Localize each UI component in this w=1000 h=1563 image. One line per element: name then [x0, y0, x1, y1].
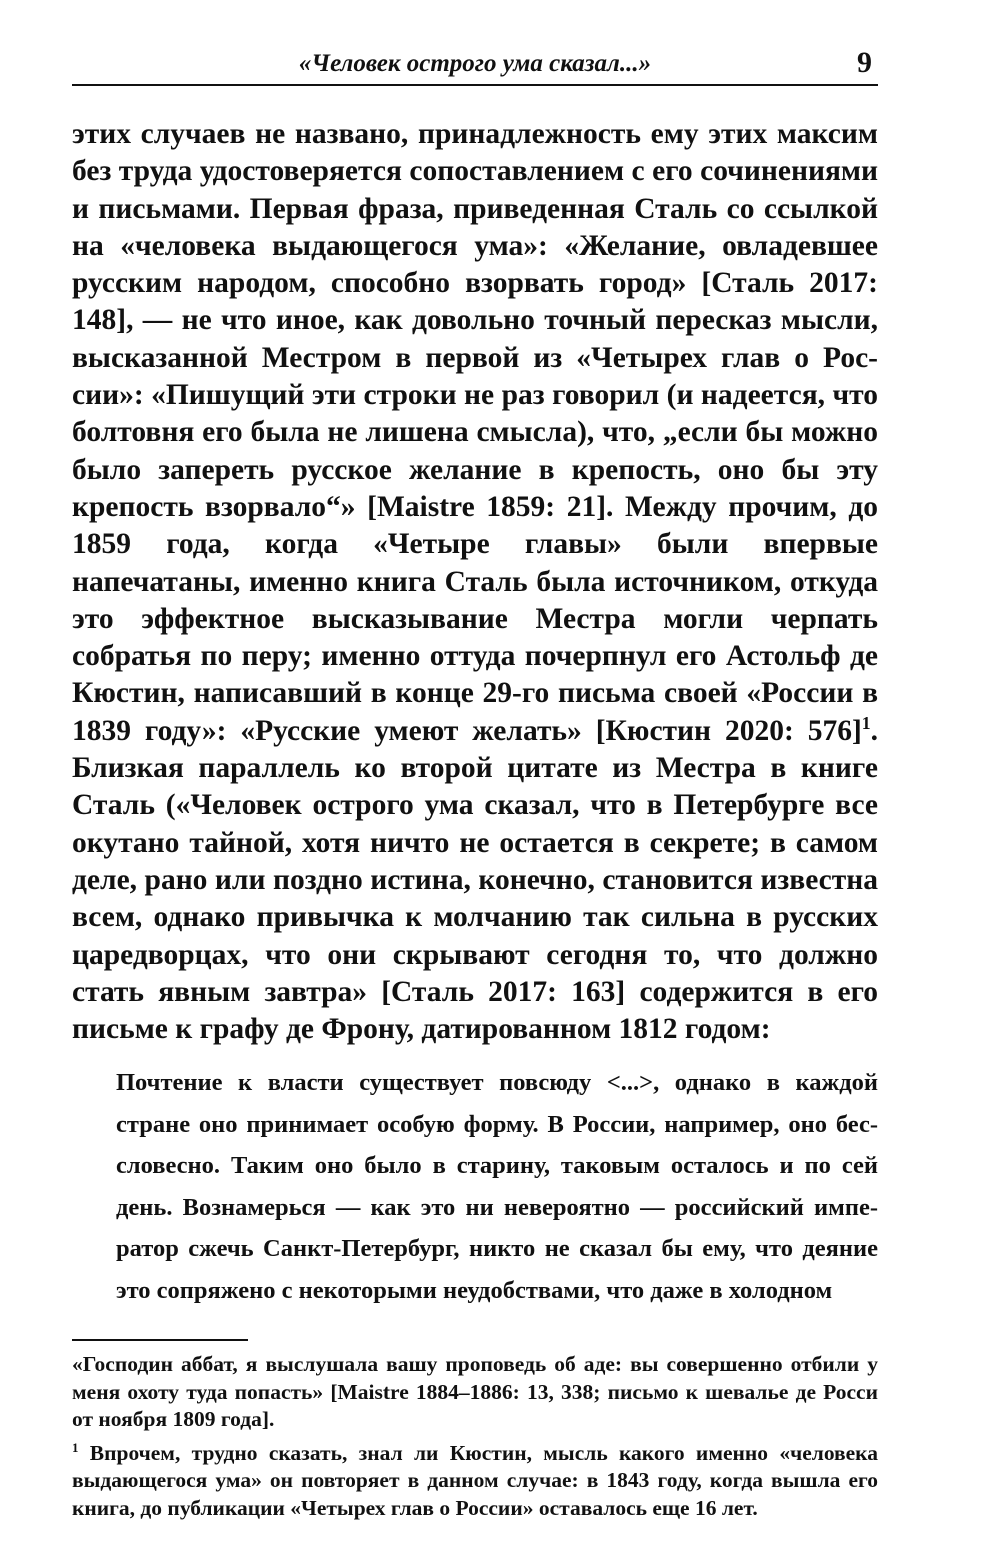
main-paragraph [72, 116, 878, 1048]
paragraph-text-after-note: . Близкая параллель ко второй цитате из Местра в книге Сталь («Человек острого ума сказал, что в Петербурге все окутано тайной, хотя ничто не остается в секрете; в самом деле, рано или поздно истина, конечно, становится известна всем, однако привычка к молчанию так сильна в русских царедворцах, что они скрывают сегодня то, что должно стать явным завтра» [Сталь 2017: 163] содержится в его письме к графу де Фрону, датированном 1812 годом: [72, 714, 878, 1046]
footnote-1-text: Впрочем, трудно сказать, знал ли Кюстин, мысль какого именно «человека выдающегося ума» он повторяет в данном случае: в 1843 году, когда вышла его книга, до публикации «Четырех глав о России» оставалось еще 16 лет. [72, 1440, 878, 1520]
book-page [72, 40, 878, 1522]
block-quote: Почтение к власти существует повсюду <...>, однако в каждой стране оно принимает особую форму. В России, например, оно бессловесно. Таким оно было в старину, таковым осталось и по сей день. Вознамерься — как это ни невероятно — российский император сжечь Санкт-Петербург, никто не сказал бы ему, что деяние это сопряжено с некоторыми неудобствами, что даже в холодном [116, 1069, 878, 1304]
footnote-reference: 1 [861, 712, 871, 733]
footnote-1 [72, 1440, 878, 1523]
running-title: «Человек острого ума сказал...» [298, 50, 652, 77]
running-header [72, 40, 878, 86]
footnote-divider [72, 1339, 248, 1341]
page-number: 9 [857, 46, 872, 79]
footnote-1-marker: 1 [72, 1440, 79, 1455]
paragraph-text-before-note: этих случаев не названо, принадлежность ему этих максим без труда удостоверяется сопоставлением с его сочинениями и письмами. Первая фраза, приведенная Сталь со ссылкой на «человека выдающегося ума»: «Желание, овладевшее русским народом, способно взорвать город» [Сталь 2017: 148], — не что иное, как довольно точный пересказ мысли, высказанной Местром в первой из «Четырех глав о России»: «Пишущий эти строки не раз говорил (и надеется, что болтовня его была не лишена смысла), что, „если бы можно было запереть русское желание в крепость, оно бы эту крепость взорвало“» [Maistre 1859: 21]. Между прочим, до 1859 года, когда «Четыре главы» были впервые напечатаны, именно книга Сталь была источником, откуда это эффектное высказывание Местра могли черпать собратья по перу; именно оттуда почерпнул его Астольф де Кюстин, написавший в конце 29-го письма своей «России в 1839 году»: «Русские умеют желать» [Кюстин 2020: 576] [72, 118, 878, 747]
footnote-continued: «Господин аббат, я выслушала вашу проповедь об аде: вы совершенно отбили у меня охоту туда попасть» [Maistre 1884–1886: 13, 338; письмо к шевалье де Росси от ноября 1809 года]. [72, 1352, 878, 1432]
